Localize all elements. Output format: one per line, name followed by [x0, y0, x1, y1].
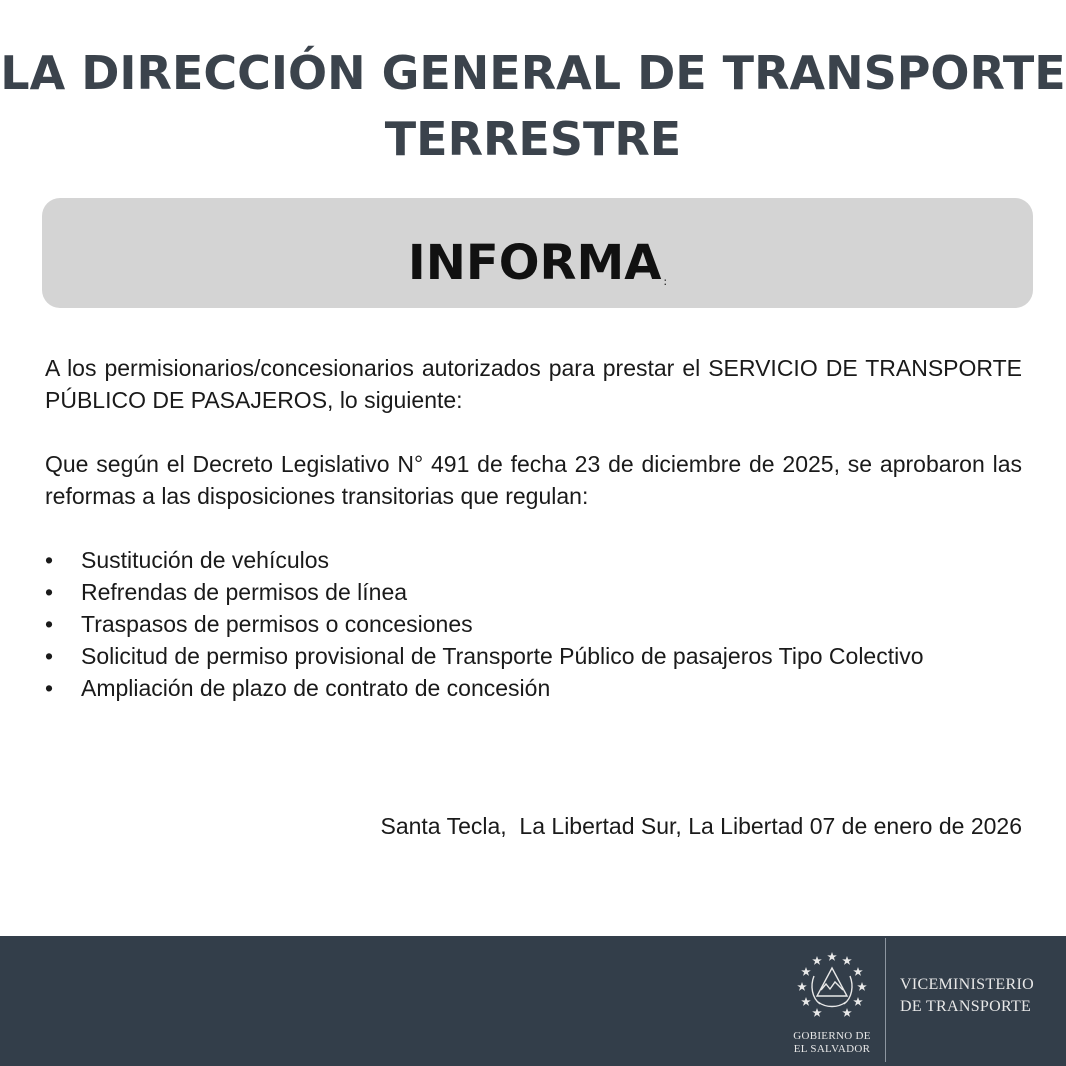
- list-item: [45, 640, 1035, 672]
- regulated-items-list: [45, 544, 1035, 704]
- title-line-2: TERRESTRE: [384, 112, 682, 166]
- banner-word: INFORMA: [407, 235, 662, 291]
- list-item-text: Refrendas de permisos de línea: [81, 579, 408, 605]
- list-item-text: Traspasos de permisos o concesiones: [81, 611, 473, 637]
- bullet-icon: •: [45, 611, 54, 637]
- title-line-1: LA DIRECCIÓN GENERAL DE TRANSPORTE: [0, 46, 1066, 100]
- footer-divider: [885, 938, 886, 1062]
- footer-bar: [0, 936, 1066, 1066]
- vice-line-1: VICEMINISTERIO: [900, 976, 1034, 993]
- list-item-text: Ampliación de plazo de contrato de concesión: [81, 675, 551, 701]
- place-and-date: Santa Tecla, La Libertad Sur, La Libertad 07 de enero de 2026: [380, 813, 1022, 839]
- viceministerio-label: [900, 974, 1034, 1018]
- informa-banner: [42, 198, 1033, 308]
- page-title: [0, 40, 1066, 172]
- list-item: [45, 576, 1035, 608]
- bullet-icon: •: [45, 643, 54, 669]
- banner-colon: :: [663, 274, 668, 288]
- list-item: [45, 672, 1035, 704]
- intro-paragraph: A los permisionarios/concesionarios autorizados para prestar el SERVICIO DE TRANSPORTE PÚBLICO DE PASAJEROS, lo siguiente:: [45, 355, 1022, 413]
- decree-paragraph: Que según el Decreto Legislativo N° 491 de fecha 23 de diciembre de 2025, se aprobaron las reformas a las disposiciones transitorias que regulan:: [45, 451, 1022, 509]
- list-item: [45, 608, 1035, 640]
- list-item-text: Sustitución de vehículos: [81, 547, 330, 573]
- bullet-icon: •: [45, 675, 54, 701]
- bullet-icon: •: [45, 547, 54, 573]
- el-salvador-coat-of-arms-icon: [790, 946, 874, 1030]
- gobierno-line-2: EL SALVADOR: [793, 1043, 871, 1055]
- gobierno-label: [772, 1030, 892, 1056]
- bullet-icon: •: [45, 579, 54, 605]
- gobierno-line-1: GOBIERNO DE: [793, 1030, 871, 1042]
- vice-line-2: DE TRANSPORTE: [900, 998, 1032, 1015]
- list-item-text: Solicitud de permiso provisional de Transporte Público de pasajeros Tipo Colectivo: [81, 643, 924, 669]
- list-item: [45, 544, 1035, 576]
